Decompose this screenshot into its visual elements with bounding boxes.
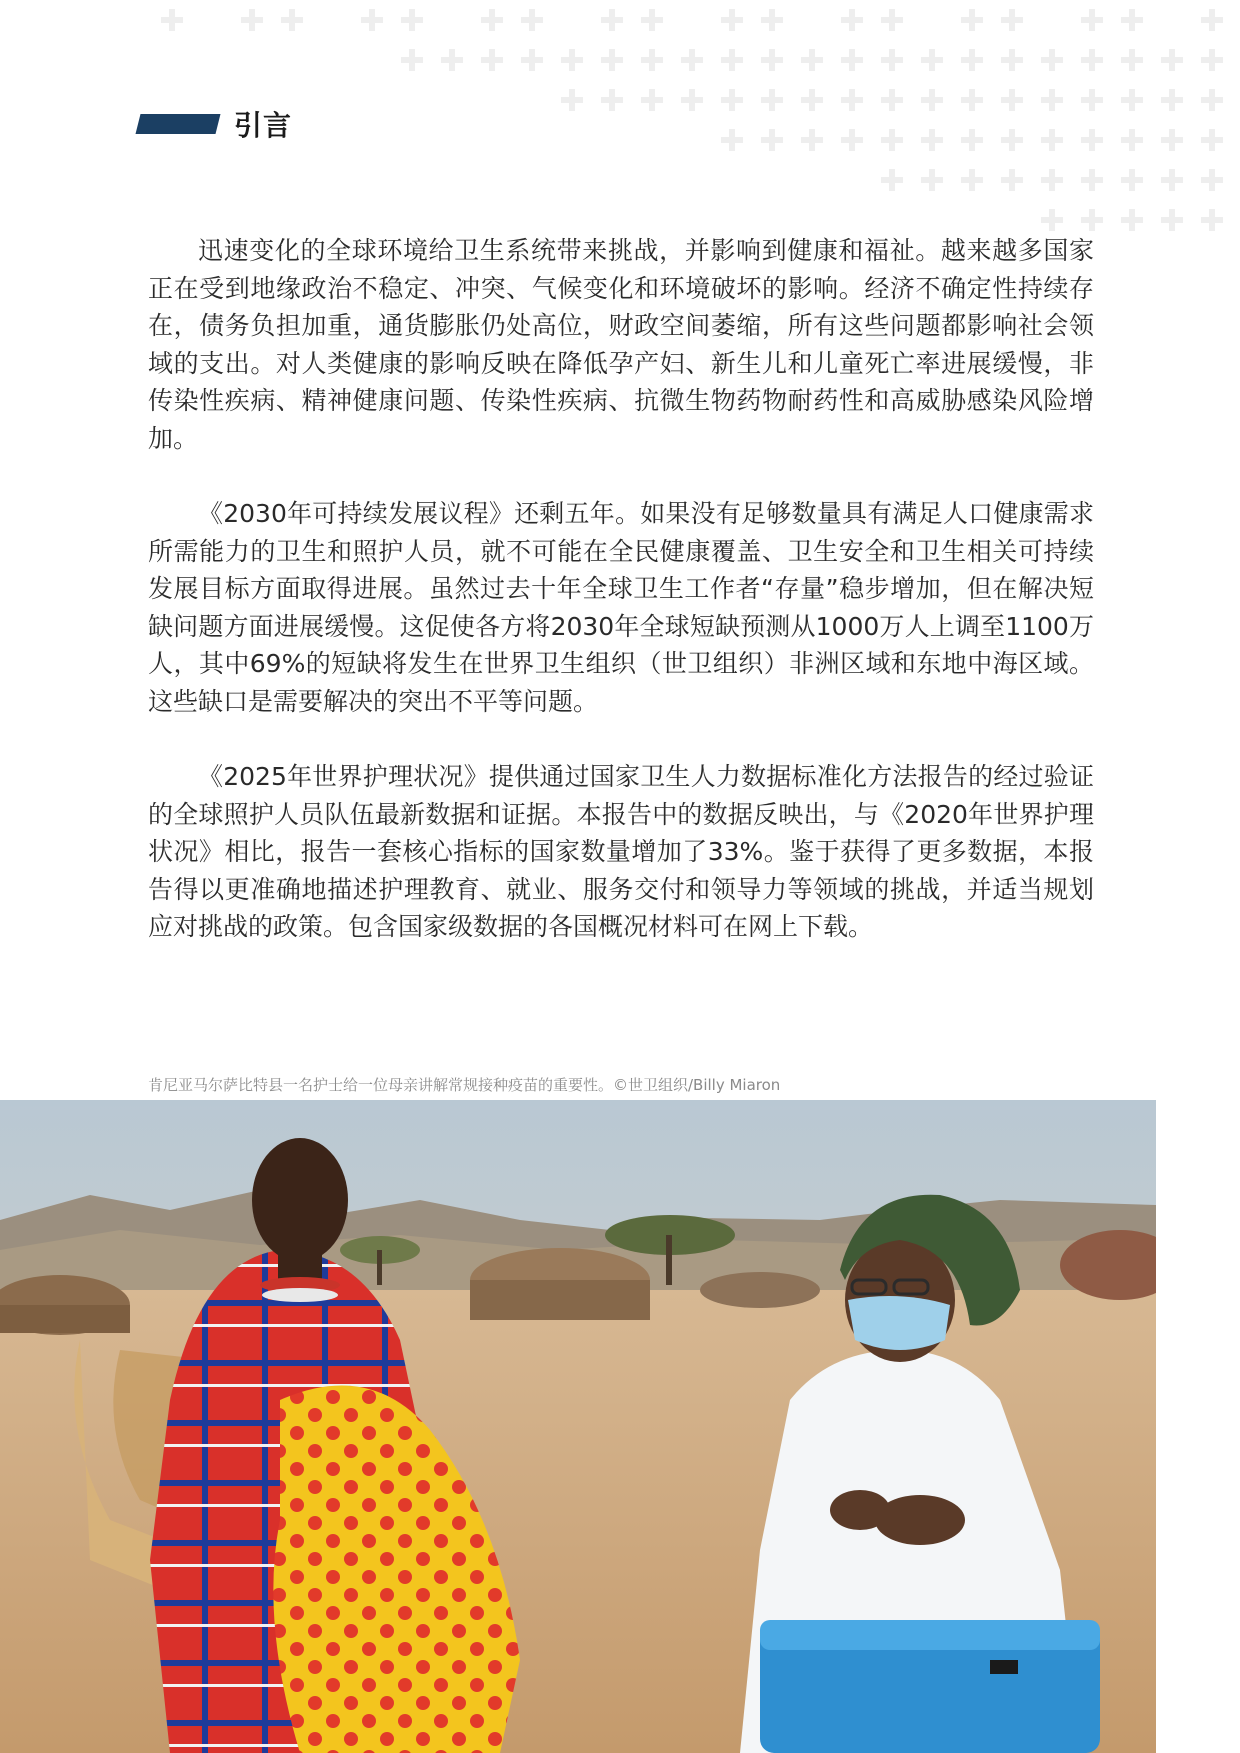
plus-mark <box>721 9 743 31</box>
plus-mark <box>1201 129 1223 151</box>
plus-mark <box>961 129 983 151</box>
plus-mark <box>721 89 743 111</box>
plus-mark <box>601 49 623 71</box>
plus-mark <box>601 89 623 111</box>
plus-mark <box>1041 129 1063 151</box>
plus-mark <box>241 9 263 31</box>
plus-mark <box>641 9 663 31</box>
plus-mark <box>561 49 583 71</box>
photo-caption: 肯尼亚马尔萨比特县一名护士给一位母亲讲解常规接种疫苗的重要性。©世卫组织/Billy Miaron <box>148 1076 781 1094</box>
plus-mark <box>801 89 823 111</box>
plus-mark <box>881 9 903 31</box>
paragraph-3: 《2025年世界护理状况》提供通过国家卫生人力数据标准化方法报告的经过验证的全球照护人员队伍最新数据和证据。本报告中的数据反映出，与《2020年世界护理状况》相比，报告一套核心指标的国家数量增加了33%。鉴于获得了更多数据，本报告得以更准确地描述护理教育、就业、服务交付和领导力等领域的挑战，并适当规划应对挑战的政策。包含国家级数据的各国概况材料可在网上下载。 <box>148 762 1094 941</box>
section-header <box>138 104 292 144</box>
plus-mark <box>1081 169 1103 191</box>
section-title: 引言 <box>234 109 293 142</box>
plus-mark <box>881 169 903 191</box>
plus-mark <box>281 9 303 31</box>
plus-mark <box>1081 9 1103 31</box>
plus-mark <box>1041 209 1063 231</box>
plus-mark <box>1081 129 1103 151</box>
plus-mark <box>921 89 943 111</box>
plus-mark <box>921 169 943 191</box>
plus-mark <box>841 9 863 31</box>
plus-mark <box>1041 89 1063 111</box>
plus-mark <box>961 169 983 191</box>
plus-mark <box>1001 129 1023 151</box>
paragraph-1: 迅速变化的全球环境给卫生系统带来挑战，并影响到健康和福祉。越来越多国家正在受到地缘政治不稳定、冲突、气候变化和环境破坏的影响。经济不确定性持续存在，债务负担加重，通货膨胀仍处高位，财政空间萎缩，所有这些问题都影响社会领域的支出。对人类健康的影响反映在降低孕产妇、新生儿和儿童死亡率进展缓慢，非传染性疾病、精神健康问题、传染性疾病、抗微生物药物耐药性和高威胁感染风险增加。 <box>148 236 1094 453</box>
plus-mark <box>1161 129 1183 151</box>
plus-mark <box>1081 89 1103 111</box>
photo-nurse-and-mother <box>0 1100 1156 1753</box>
plus-mark <box>1081 49 1103 71</box>
plus-mark <box>1201 49 1223 71</box>
plus-mark <box>1121 9 1143 31</box>
body-text <box>148 232 1094 984</box>
plus-mark <box>801 129 823 151</box>
plus-mark <box>1161 169 1183 191</box>
plus-mark <box>1041 169 1063 191</box>
plus-mark <box>601 9 623 31</box>
plus-mark <box>1201 89 1223 111</box>
plus-mark <box>441 49 463 71</box>
plus-mark <box>1121 89 1143 111</box>
plus-mark <box>521 49 543 71</box>
plus-mark <box>1161 49 1183 71</box>
plus-mark <box>1001 9 1023 31</box>
plus-mark <box>1121 209 1143 231</box>
plus-mark <box>761 9 783 31</box>
plus-mark <box>841 129 863 151</box>
plus-mark <box>401 49 423 71</box>
plus-mark <box>1001 169 1023 191</box>
plus-mark <box>841 89 863 111</box>
plus-mark <box>921 129 943 151</box>
plus-mark <box>1121 169 1143 191</box>
plus-mark <box>881 89 903 111</box>
decorative-plus-pattern <box>150 0 1240 240</box>
plus-mark <box>921 49 943 71</box>
plus-mark <box>1001 89 1023 111</box>
plus-mark <box>161 9 183 31</box>
plus-mark <box>681 49 703 71</box>
plus-mark <box>761 49 783 71</box>
plus-mark <box>961 49 983 71</box>
plus-mark <box>1121 129 1143 151</box>
plus-mark <box>1161 209 1183 231</box>
plus-mark <box>481 9 503 31</box>
plus-mark <box>1161 89 1183 111</box>
plus-mark <box>641 89 663 111</box>
plus-mark <box>481 49 503 71</box>
plus-mark <box>681 89 703 111</box>
plus-mark <box>1201 209 1223 231</box>
plus-mark <box>1201 169 1223 191</box>
header-accent-bar <box>136 114 221 134</box>
plus-mark <box>1201 9 1223 31</box>
plus-mark <box>361 9 383 31</box>
plus-mark <box>881 49 903 71</box>
plus-mark <box>1041 49 1063 71</box>
plus-mark <box>961 89 983 111</box>
plus-mark <box>521 9 543 31</box>
plus-mark <box>841 49 863 71</box>
plus-mark <box>561 89 583 111</box>
plus-mark <box>721 129 743 151</box>
plus-mark <box>961 9 983 31</box>
plus-mark <box>1121 49 1143 71</box>
plus-mark <box>801 49 823 71</box>
plus-mark <box>761 89 783 111</box>
plus-mark <box>761 129 783 151</box>
plus-mark <box>641 49 663 71</box>
plus-mark <box>401 9 423 31</box>
plus-mark <box>881 129 903 151</box>
plus-mark <box>1081 209 1103 231</box>
plus-mark <box>1001 49 1023 71</box>
plus-mark <box>721 49 743 71</box>
paragraph-2: 《2030年可持续发展议程》还剩五年。如果没有足够数量具有满足人口健康需求所需能力的卫生和照护人员，就不可能在全民健康覆盖、卫生安全和卫生相关可持续发展目标方面取得进展。虽然过去十年全球卫生工作者“存量”稳步增加，但在解决短缺问题方面进展缓慢。这促使各方将2030年全球短缺预测从1000万人上调至1100万人，其中69%的短缺将发生在世界卫生组织（世卫组织）非洲区域和东地中海区域。这些缺口是需要解决的突出不平等问题。 <box>148 499 1094 716</box>
